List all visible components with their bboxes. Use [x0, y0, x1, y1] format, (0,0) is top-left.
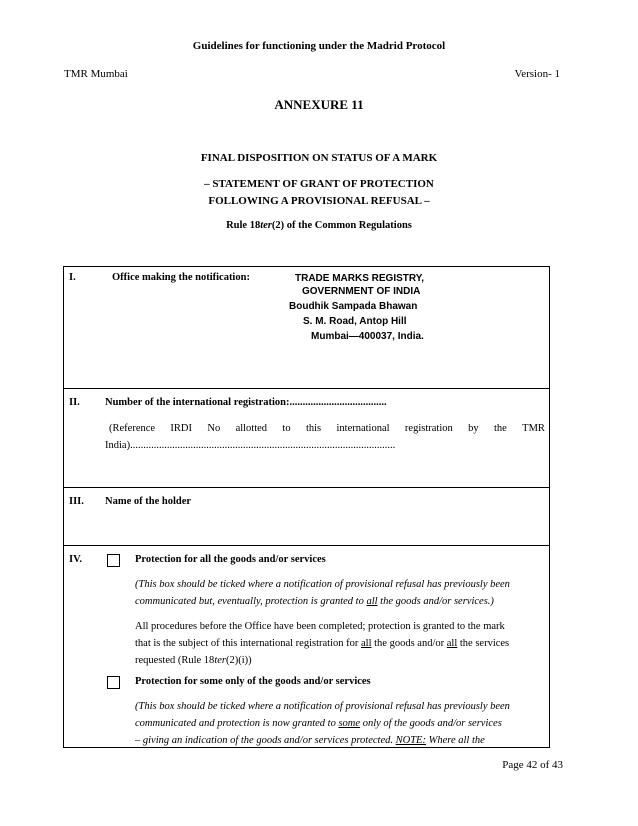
ref-word: IRDI: [170, 423, 192, 434]
some-goods-option-label: Protection for some only of the goods and/or services: [135, 676, 371, 687]
row-divider: [64, 545, 549, 546]
note-text: only of the goods and/or services: [360, 718, 502, 729]
page-number: Page 42 of 43: [502, 759, 563, 771]
document-header-title: Guidelines for functioning under the Madrid Protocol: [192, 40, 446, 52]
ref-word: by: [468, 423, 479, 434]
statement-text: the services: [457, 638, 510, 649]
heading-line-1: FINAL DISPOSITION ON STATUS OF A MARK: [200, 152, 438, 164]
reference-text: [105, 420, 545, 454]
all-goods-statement: [135, 618, 547, 669]
note-text: Where all the: [425, 735, 485, 746]
all-goods-option-label: Protection for all the goods and/or services: [135, 554, 326, 565]
rule-suffix: (2) of the Common Regulations: [271, 220, 412, 231]
statement-line: All procedures before the Office have been completed; protection is granted to the mark: [135, 621, 505, 632]
note-line: (This box should be ticked where a notification of provisional refusal has previously been: [135, 579, 510, 590]
statement-line: [135, 652, 547, 669]
some-goods-note: [135, 698, 547, 749]
statement-text: that is the subject of this international registration for: [135, 638, 361, 649]
address-line: Boudhik Sampada Bhawan: [289, 301, 418, 312]
version-label: Version- 1: [514, 68, 560, 80]
statement-text: (2)(i)): [225, 655, 252, 666]
heading-line-2: – STATEMENT OF GRANT OF PROTECTION: [204, 178, 434, 190]
rule-reference: [0, 220, 638, 231]
statement-underlined: all: [446, 638, 458, 649]
ref-word: to: [282, 423, 291, 434]
ref-word: allotted: [235, 423, 268, 434]
reference-line-1: [105, 420, 545, 437]
note-underlined: NOTE:: [395, 735, 426, 746]
rule-italic: ter: [260, 220, 272, 231]
annexure-title: ANNEXURE 11: [274, 97, 364, 112]
statement-italic: ter: [214, 655, 226, 666]
section-i-label: Office making the notification:: [112, 272, 250, 283]
statement-line: [135, 635, 547, 652]
statement-text: requested (Rule 18: [135, 655, 215, 666]
row-divider: [64, 388, 549, 389]
note-text: – giving an indication of the goods and/or services protected.: [135, 735, 396, 746]
office-name: TMR Mumbai: [64, 68, 128, 80]
note-text: communicated and protection is now granted to: [135, 718, 339, 729]
section-iv-number: IV.: [69, 554, 82, 565]
note-line: (This box should be ticked where a notification of provisional refusal has previously been: [135, 701, 510, 712]
ref-word: TMR: [522, 423, 545, 434]
address-line: S. M. Road, Antop Hill: [303, 316, 407, 327]
section-i-number: I.: [69, 272, 76, 283]
rule-prefix: Rule 18: [226, 220, 261, 231]
notification-form-table: [63, 266, 550, 748]
note-line: [135, 715, 547, 732]
address-line: GOVERNMENT OF INDIA: [302, 286, 421, 297]
heading-line-3: FOLLOWING A PROVISIONAL REFUSAL –: [208, 195, 430, 207]
ref-word: international: [336, 423, 390, 434]
note-line: [135, 593, 547, 610]
all-goods-checkbox[interactable]: [107, 554, 120, 567]
all-goods-note: [135, 576, 547, 610]
reference-line-2: India).....................................................................................................: [105, 440, 396, 451]
note-line: [135, 732, 547, 749]
section-iii-number: III.: [69, 496, 84, 507]
statement-underlined: all: [361, 638, 372, 649]
address-line: Mumbai—400037, India.: [311, 331, 424, 342]
section-ii-number: II.: [69, 397, 80, 408]
section-ii-label: Number of the international registration:.....................................: [105, 397, 387, 408]
note-underlined: some: [338, 718, 361, 729]
some-goods-checkbox[interactable]: [107, 676, 120, 689]
row-divider: [64, 487, 549, 488]
office-address: [289, 272, 449, 343]
note-text: communicated but, eventually, protection is granted to: [135, 596, 367, 607]
ref-word: this: [305, 423, 322, 434]
ref-word: (Reference: [109, 423, 156, 434]
ref-word: registration: [404, 423, 453, 434]
ref-word: the: [493, 423, 507, 434]
holder-name-label: Name of the holder: [105, 496, 192, 507]
note-text: the goods and/or services.): [377, 596, 494, 607]
address-line: TRADE MARKS REGISTRY,: [295, 273, 425, 284]
note-underlined: all: [366, 596, 378, 607]
statement-text: the goods and/or: [371, 638, 447, 649]
ref-word: No: [207, 423, 221, 434]
